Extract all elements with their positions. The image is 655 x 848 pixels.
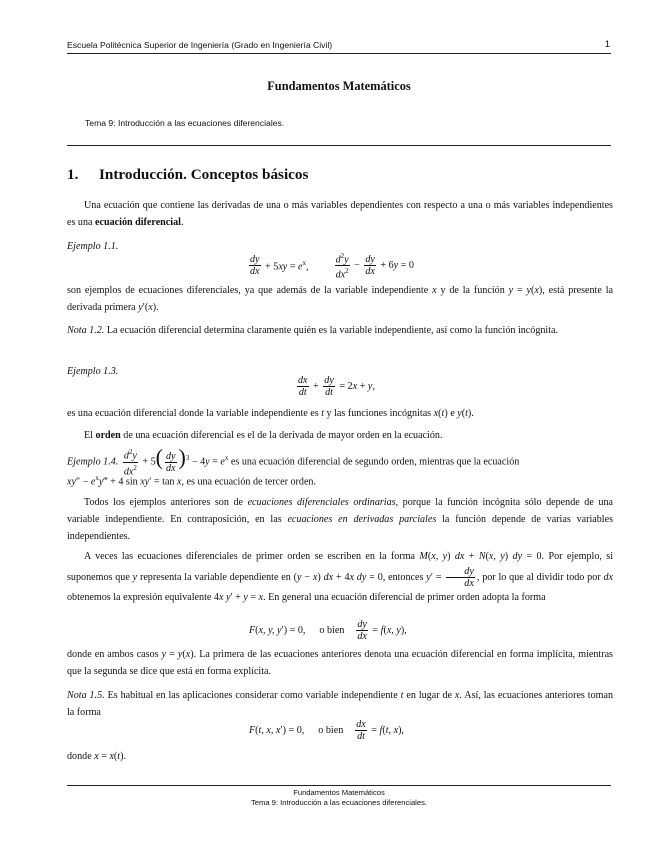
- text-run: representa la variable dependiente en: [139, 571, 291, 583]
- example-label: Ejemplo 1.1.: [67, 241, 119, 252]
- text-run: Todos los ejemplos anteriores son de: [84, 497, 243, 508]
- paragraph-orden: [67, 427, 613, 444]
- section-number: 1.: [67, 166, 79, 183]
- term-ecuacion-diferencial: ecuación diferencial: [95, 217, 181, 228]
- text-run: y las funciones incógnitas: [326, 408, 432, 419]
- footer-line-1: Fundamentos Matemáticos: [293, 788, 385, 797]
- text-run: está presente la derivada primera: [67, 285, 613, 313]
- note-1-2: [67, 322, 613, 339]
- text-run: en lugar de: [406, 690, 452, 701]
- running-header: [67, 39, 611, 54]
- text-run: Por ejemplo, si suponemos que: [67, 551, 613, 583]
- topic-line: Tema 9: Introducción a las ecuaciones diferenciales.: [85, 118, 285, 128]
- term-ordinarias: ecuaciones diferenciales ordinarias: [247, 497, 396, 508]
- text-run: El: [84, 430, 93, 441]
- text-run: donde en ambos casos: [67, 649, 159, 660]
- paragraph-example-1-3: es una ecuación diferencial donde la variable independiente es t y las funciones incógnitas x(t) e y(t).: [67, 408, 474, 419]
- section-heading: [67, 166, 308, 184]
- text-o-bien: o bien: [318, 725, 344, 736]
- text-run: Así, las ecuaciones anteriores toman la forma: [67, 690, 614, 718]
- page-number: 1: [604, 39, 610, 50]
- text-run: son ejemplos de ecuaciones diferenciales, ya que además de la variable independiente: [67, 285, 429, 296]
- text-run: En general una ecuación diferencial de primer orden adopta la forma: [268, 591, 546, 603]
- text-o-bien: o bien: [319, 625, 345, 636]
- example-label: Ejemplo 1.3.: [67, 366, 119, 377]
- paragraph-examples: son ejemplos de ecuaciones diferenciales, ya que además de la variable independiente x y de la función y = y(x), está presente la derivada primera y′(x).: [67, 285, 613, 313]
- example-1-4-continued: $xy'' - e^xy‴ + 4$ sin xy′ = tan x, es una ecuación de tercer orden.: [67, 474, 316, 488]
- paragraph-ordinarias: [67, 494, 613, 545]
- footer-rule: [67, 785, 611, 786]
- document-title: Fundamentos Matemáticos: [267, 79, 411, 93]
- note-1-5: Nota 1.5. Es habitual en las aplicaciones considerar como variable independiente t en lugar de x. Así, las ecuaciones anteriores toman la forma: [67, 690, 614, 718]
- text-run: entonces: [388, 571, 424, 583]
- section-title: Introducción. Conceptos básicos: [99, 166, 309, 183]
- text-run: e: [450, 408, 455, 419]
- equation-1-3: $\frac{dx}{dt}$ + $\frac{dy}{dt}$ = 2x + y,: [298, 375, 375, 398]
- note-label: Nota 1.5.: [67, 690, 105, 701]
- text-run: la función depende de varias variables independientes.: [67, 514, 613, 542]
- text-run: es una ecuación diferencial de segundo orden, mientras que la ecuación: [230, 456, 520, 468]
- equation-forma-t: F(t, x, x′) = 0, o bien $\frac{dx}{dt}$ = f(t, x),: [249, 719, 404, 742]
- text-run: A veces las ecuaciones diferenciales de primer orden se escriben en la forma: [84, 551, 416, 562]
- note-label: Nota 1.2.: [67, 325, 105, 336]
- text-run: Una ecuación que contiene las derivadas de una o más variables dependientes con respecto a una o más variables independientes es una: [67, 200, 613, 228]
- text-run: , porque la función incógnita sólo depende de una variable independiente. En contraposición, en las: [67, 497, 613, 525]
- example-1-4: Ejemplo 1.4. $\frac{d^2y}{dx^2}$ + 5( $\frac{dy}{dx}$ )$^3 - 4y = e^x$ es una ecuación diferencial de segundo orden, mientras que la ecuación: [67, 444, 520, 477]
- text-run: por lo que al dividir todo por: [482, 571, 601, 583]
- text-run: es una ecuación de tercer orden.: [186, 476, 316, 488]
- term-parciales: ecuaciones en derivadas parciales: [287, 514, 437, 525]
- equation-forma-general: F(x, y, y′) = 0, o bien $\frac{dy}{dx}$ = f(x, y),: [249, 619, 407, 642]
- text-run: Es habitual en las aplicaciones considerar como variable independiente: [107, 690, 398, 701]
- text-run: y de la función: [440, 285, 505, 296]
- paragraph-definition: Una ecuación que contiene las derivadas de una o más variables dependientes con respecto a una o más variables independientes es una ecuación diferencial.: [67, 200, 613, 228]
- text-run: de una ecuación diferencial es el de la derivada de mayor orden en la ecuación.: [123, 430, 443, 441]
- text-run: obtenemos la expresión equivalente: [67, 591, 212, 603]
- paragraph-implicita-explicita: donde en ambos casos y = y(x). La primera de las ecuaciones anteriores denota una ecuación diferencial en forma implícita, mientras que la segunda se dice que está en forma explícita.: [67, 649, 613, 677]
- example-label: Ejemplo 1.4.: [67, 456, 119, 468]
- text-run: La ecuación diferencial determina claramente quién es la variable independiente, así como la función incógnita.: [106, 325, 559, 336]
- page-footer: [67, 788, 611, 807]
- equation-1-1: $\frac{dy}{dx}$ + $5xy = e^x$, $\frac{d^2y}{dx^2}$ − $\frac{dy}{dx}$ + 6y = 0: [250, 252, 414, 281]
- text-run: donde: [67, 751, 92, 762]
- paragraph-primer-orden: A veces las ecuaciones diferenciales de primer orden se escriben en la forma M(x, y) dx + N(x, y) dy = 0. Por ejemplo, si suponemos que y representa la variable dependiente en (y − x) dx + 4x dy = 0, entonces y′ = $\frac{dy}{dx}$ , por lo que al dividir todo por dx obtenemos la expresión equivalente 4x y′ + y = x. En general una ecuación diferencial de primer orden adopta la forma: [67, 551, 613, 603]
- title-rule: [67, 145, 611, 146]
- text-run: es una ecuación diferencial donde la variable independiente es: [67, 408, 319, 419]
- running-head-text: Escuela Politécnica Superior de Ingeniería (Grado en Ingeniería Civil): [67, 40, 333, 50]
- footer-line-2: Tema 9: Introducción a las ecuaciones diferenciales.: [250, 797, 428, 807]
- term-orden: orden: [95, 430, 121, 441]
- paragraph-donde: donde x = x(t).: [67, 751, 126, 762]
- text-run: La primera de las ecuaciones anteriores denota una ecuación diferencial en forma implícita, mientras que la segunda se dice que está en forma explícita.: [67, 649, 613, 677]
